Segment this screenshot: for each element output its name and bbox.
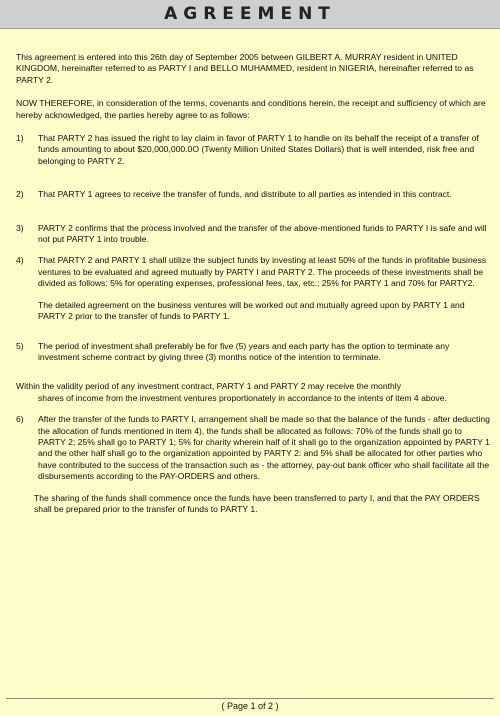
validity-paragraph [16, 381, 490, 404]
page-indicator: ( Page 1 of 2 ) [221, 701, 279, 711]
clause-number: 1) [16, 133, 24, 144]
clause-text: The period of investment shall preferably be for five (5) years and each party has the option to terminate any investment scheme contract by giving three (3) months notice of the intention to terminate. [38, 340, 450, 362]
sharing-paragraph: The sharing of the funds shall commence once the funds have been transferred to party I, and that the PAY ORDERS shall be prepared prior to the transfer of funds to PARTY 1. [34, 492, 480, 514]
document-body [16, 52, 490, 515]
clause-text: After the transfer of the funds to PARTY I, arrangement shall be made so that the balance of the funds - after deducting the allocation of funds mentioned in item 4), the funds shall be allocated as follows: 70% of the funds shall go to PARTY 2; 25% shall go to PARTY 1; 5% for charity wherein half of it shall go to the organization appointed by PARTY 1 and the other half shall go to the organization appointed by PARTY 2: and 5% shall be allocated for other parties who have contributed to the success of the transaction such as - the attorney, pay-out bank officer who shall facilitate all the disbursements according to the PAY-ORDERS and others. [38, 414, 490, 482]
clause-text: PARTY 2 confirms that the process involved and the transfer of the above-mentioned funds to PARTY I is safe and will not put PARTY 1 into trouble. [38, 222, 487, 245]
clause-number: 4) [16, 255, 24, 266]
validity-continuation: shares of income from the investment ventures proportionately in accordance to the intents of item 4 above. [38, 392, 447, 403]
clause-1 [16, 133, 490, 167]
clause-text: That PARTY 2 and PARTY 1 shall utilize the subject funds by investing at least 50% of the funds in profitable business ventures to be evaluated and agreed mutually by PARTY I and PARTY 2. The proceeds of these investments shall be divided as follows: 5% for operating expenses, professional fees, tax, etc.; 25% for PARTY 1 and 70% for PARTY2. [38, 255, 487, 289]
now-therefore-paragraph: NOW THEREFORE, in consideration of the terms, covenants and conditions herein, the receipt and sufficiency of which are hereby acknowledged, the parties hereby agree to as follows: [16, 98, 486, 120]
title-bar [0, 0, 500, 29]
document-title: AGREEMENT [164, 4, 336, 24]
clause-6 [16, 414, 490, 482]
clause-text: That PARTY 2 has issued the right to lay claim in favor of PARTY 1 to handle on its behalf the receipt of a transfer of funds amounting to about $20,000,000.0O (Twenty Million United States Dollars) that is well intended, risk free and belonging to PARTY 2. [38, 133, 479, 166]
clause-number: 5) [16, 340, 24, 351]
clause-number: 6) [16, 414, 24, 425]
clause-number: 3) [16, 222, 24, 233]
clause-number: 2) [16, 189, 24, 200]
clause-4-detail: The detailed agreement on the business ventures will be worked out and mutually agreed upon by PARTY 1 and PARTY 2 prior to the transfer of funds to PARTY 1. [38, 299, 465, 322]
clause-text: That PARTY 1 agrees to receive the transfer of funds, and distribute to all parties as intended in this contract. [38, 189, 452, 200]
clause-4 [16, 255, 490, 289]
validity-first-line: Within the validity period of any investment contract, PARTY 1 and PARTY 2 may receive the monthly [16, 381, 401, 392]
intro-paragraph: This agreement is entered into this 26th day of September 2005 between GILBERT A. MURRAY resident in UNITED KINGDOM, hereinafter referred to as PARTY I and BELLO MUHAMMED, resident in NIGERIA, hereinafter referred to as PARTY 2. [16, 52, 474, 85]
clause-3 [16, 223, 490, 246]
clause-5 [16, 341, 490, 364]
footer-divider [6, 698, 494, 699]
clause-2 [16, 189, 490, 200]
